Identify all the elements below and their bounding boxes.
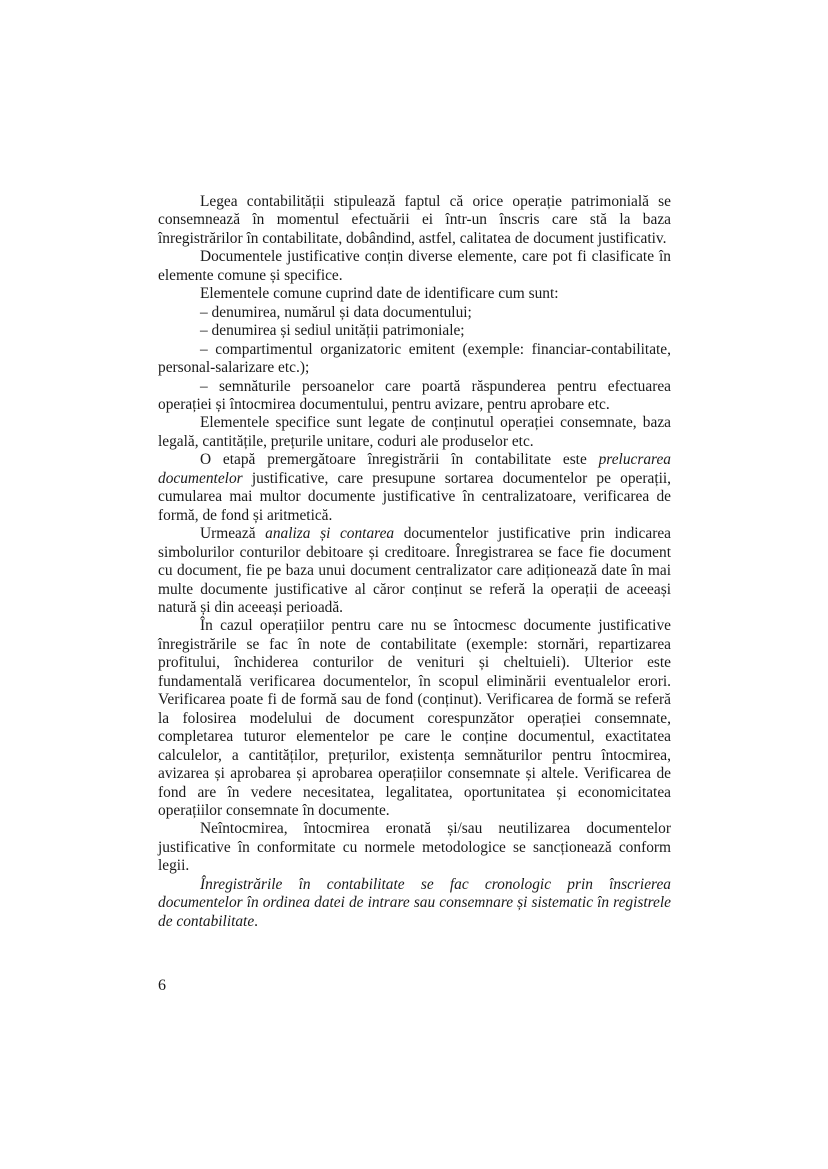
document-body xyxy=(158,193,671,931)
text-segment: O etapă premergătoare înregistrării în contabilitate este xyxy=(200,451,599,469)
text-segment: documentelor justificative prin indicarea simbolurilor conturilor debitoare și creditoare. Înregistrarea se face fie document cu document, fie pe baza unui document centralizator care adiționează date în mai multe documente justificative al căror conținut se referă la operații de aceeași natură și din aceeași perioadă. xyxy=(158,525,672,616)
text-segment: Elementele comune cuprind date de identificare cum sunt: xyxy=(200,285,559,303)
paragraph xyxy=(158,304,671,322)
text-segment: Documentele justificative conțin diverse elemente, care pot fi clasificate în elemente comune și specifice. xyxy=(158,248,671,284)
paragraph xyxy=(158,341,671,378)
text-segment: Legea contabilității stipulează faptul că orice operație patrimonială se consemnează în momentul efectuării ei într-un înscris care stă la baza înregistrărilor în contabilitate, dobândind, astfel, calitatea de document justificativ. xyxy=(158,193,671,247)
paragraph xyxy=(158,876,671,931)
paragraph xyxy=(158,248,671,285)
text-segment: – denumirea, numărul și data documentului; xyxy=(200,303,472,321)
paragraph xyxy=(158,451,671,525)
text-segment: justificative, care presupune sortarea documentelor pe operații, cumularea mai multor documente justificative în centralizatoare, verificarea de formă, de fond și aritmetică. xyxy=(158,469,671,524)
text-segment: . xyxy=(254,912,259,930)
italic-text: Înregistrările în contabilitate se fac cronologic prin înscrierea documentelor în ordinea datei de intrare sau consemnare și sistematic în registrele de contabilitate xyxy=(158,875,671,930)
paragraph xyxy=(158,378,671,415)
text-segment: – compartimentul organizatoric emitent (exemple: financiar-contabilitate, personal-salarizare etc.); xyxy=(158,340,671,377)
paragraph xyxy=(158,322,671,340)
italic-text: analiza și contarea xyxy=(265,525,395,543)
paragraph xyxy=(158,285,671,303)
text-segment: – semnăturile persoanelor care poartă răspunderea pentru efectuarea operației și întocmirea documentului, pentru avizare, pentru aprobare etc. xyxy=(158,377,671,413)
text-segment: – denumirea și sediul unității patrimoniale; xyxy=(200,322,465,340)
paragraph xyxy=(158,820,671,875)
italic-text: prelucrarea documentelor xyxy=(158,451,671,487)
page-number: 6 xyxy=(158,977,166,994)
text-segment: Neîntocmirea, întocmirea eronată și/sau neutilizarea documentelor justificative în conformitate cu normele metodologice se sancționează conform legii. xyxy=(158,820,671,875)
text-segment: În cazul operațiilor pentru care nu se întocmesc documente justificative înregistrările se fac în note de contabilitate (exemple: stornări, repartizarea profitului, închiderea conturilor de venituri și cheltuieli). Ulterior este fundamentală verificarea documentelor, în scopul eliminării eventualelor erori. Verificarea poate fi de formă sau de fond (conținut). Verificarea de formă se referă la folosirea modelului de document corespunzător operației consemnate, completarea tuturor elementelor pe care le conține documentul, exactitatea calculelor, a cantităților, prețurilor, existența semnăturilor pentru întocmirea, avizarea și aprobarea și aprobarea operațiilor consemnate și altele. Verificarea de fond are în vedere necesitatea, legalitatea, oportunitatea și economicitatea operațiilor consemnate în documente. xyxy=(158,617,671,819)
text-segment: Elementele specifice sunt legate de conținutul operației consemnate, baza legală, cantitățile, prețurile unitare, coduri ale produselor etc. xyxy=(158,414,671,450)
text-segment: Urmează xyxy=(200,525,266,543)
paragraph xyxy=(158,617,671,820)
paragraph xyxy=(158,525,671,617)
paragraph xyxy=(158,193,671,248)
paragraph xyxy=(158,414,671,451)
